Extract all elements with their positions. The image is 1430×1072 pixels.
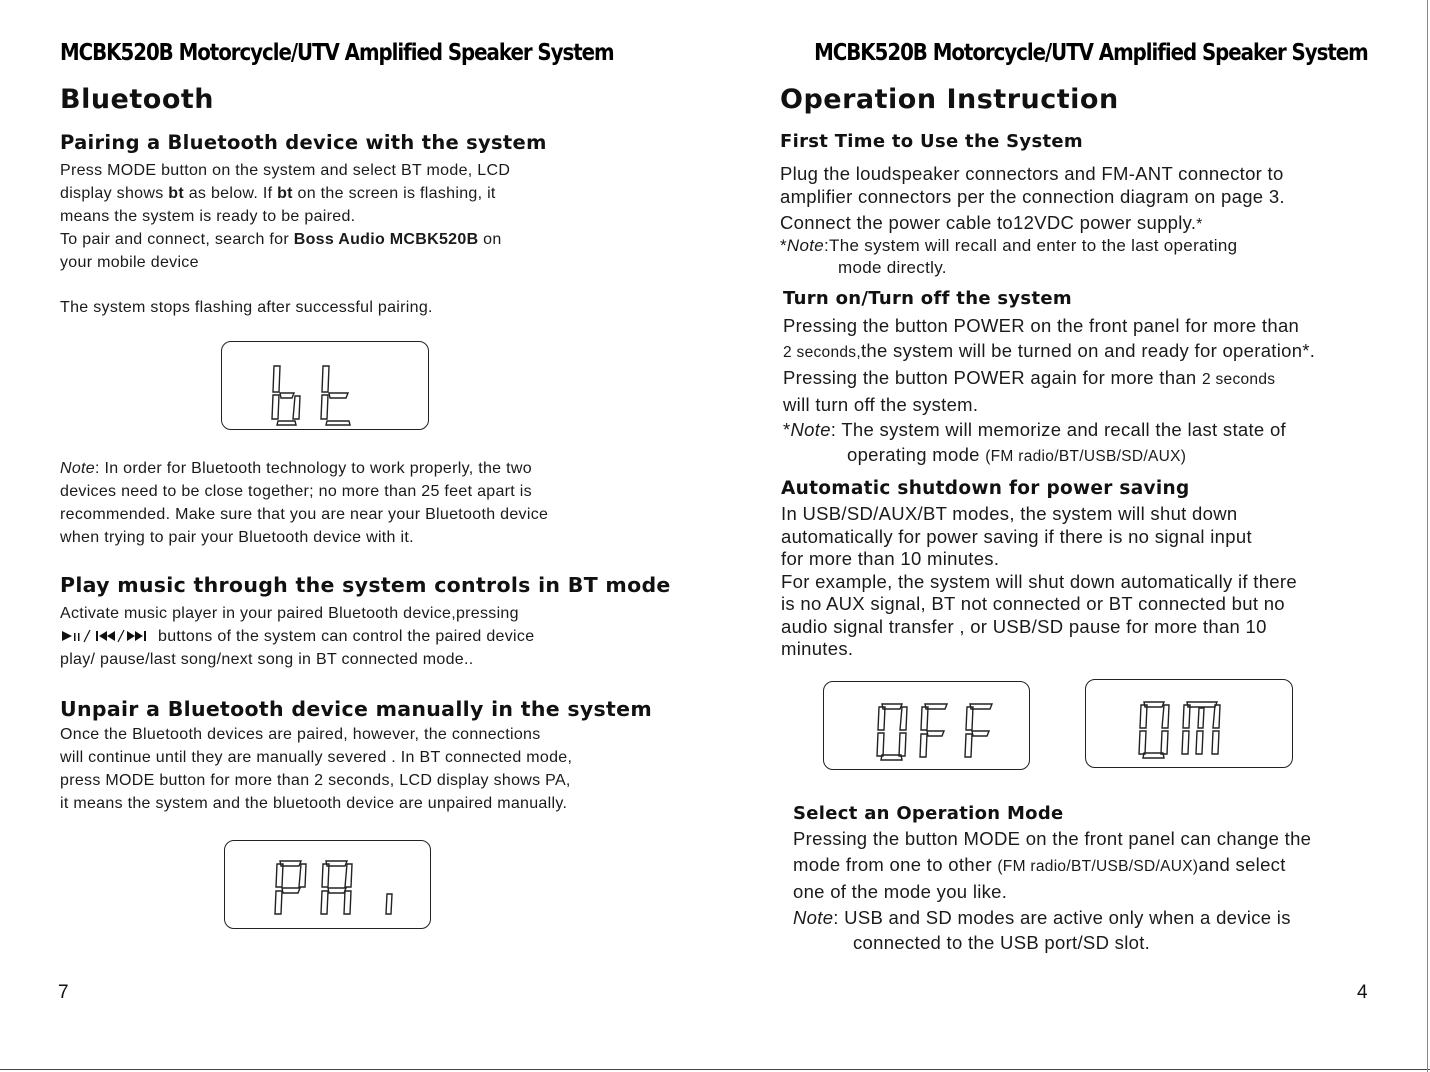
auto-line: audio signal transfer , or USB/SD pause for more than 10 xyxy=(781,615,1267,637)
first-time-power xyxy=(780,211,1203,236)
auto-line: minutes. xyxy=(781,638,854,659)
left-header: MCBK520B Motorcycle/UTV Amplified Speaker System xyxy=(60,40,614,66)
lcd-pa-segments xyxy=(225,841,430,928)
play-line: Activate music player in your paired Bluetooth device,pressing xyxy=(60,605,519,622)
right-edge-rule xyxy=(1427,0,1428,1072)
note-line: *Note: The system will memorize and recall the last state of xyxy=(783,419,1286,440)
mode-title: Select an Operation Mode xyxy=(793,803,1064,824)
right-page xyxy=(715,0,1430,1072)
lcd-off-display xyxy=(823,681,1030,770)
power-title: Turn on/Turn off the system xyxy=(783,288,1072,309)
mode-text xyxy=(793,826,1311,956)
play-line: play/ pause/last song/next song in BT connected mode.. xyxy=(60,651,474,668)
unpair-text xyxy=(60,723,572,815)
pairing-line: display shows bt as below. If bt on the screen is flashing, it xyxy=(60,185,496,202)
auto-line: is no AUX signal, BT not connected or BT connected but no xyxy=(781,593,1285,614)
bottom-rule xyxy=(0,1069,1430,1070)
first-time-note xyxy=(780,235,1237,279)
left-page-number: 7 xyxy=(58,982,69,1003)
note-line: recommended. Make sure that you are near your Bluetooth device xyxy=(60,506,549,523)
pairing-text xyxy=(60,159,510,274)
right-page-number: 4 xyxy=(1357,982,1368,1003)
pairing-line: The system stops flashing after successful pairing. xyxy=(60,299,433,316)
auto-line: For example, the system will shut down automatically if there xyxy=(781,570,1297,592)
first-line: Plug the loudspeaker connectors and FM-ANT connector to xyxy=(780,163,1284,184)
unpair-line: Once the Bluetooth devices are paired, however, the connections xyxy=(60,726,541,743)
note-line: when trying to pair your Bluetooth device with it. xyxy=(60,529,414,546)
power-text xyxy=(783,313,1315,469)
power-line: Pressing the button POWER again for more than 2 seconds xyxy=(783,367,1276,388)
note-line: connected to the USB port/SD slot. xyxy=(853,932,1151,953)
play-text xyxy=(60,602,534,671)
lcd-bt-display xyxy=(221,341,429,430)
unpair-line: press MODE button for more than 2 seconds, LCD display shows PA, xyxy=(60,772,571,789)
operation-title: Operation Instruction xyxy=(780,84,1119,115)
bt-note xyxy=(60,457,548,549)
note-line: Note: In order for Bluetooth technology to work properly, the two xyxy=(60,460,532,477)
pairing-line: To pair and connect, search for Boss Audio MCBK520B on xyxy=(60,231,502,248)
first-line: Connect the power cable to12VDC power supply.* xyxy=(780,212,1203,233)
auto-shutdown-title: Automatic shutdown for power saving xyxy=(781,478,1190,499)
first-time-title: First Time to Use the System xyxy=(780,131,1083,152)
first-time-text xyxy=(780,162,1285,208)
play-line: buttons of the system can control the paired device xyxy=(60,625,534,648)
first-line: amplifier connectors per the connection diagram on page 3. xyxy=(780,186,1285,207)
unpair-title: Unpair a Bluetooth device manually in the system xyxy=(60,697,652,721)
play-title: Play music through the system controls in BT mode xyxy=(60,573,671,597)
right-header: MCBK520B Motorcycle/UTV Amplified Speaker System xyxy=(814,40,1368,66)
note-line: Note: USB and SD modes are active only when a device is xyxy=(793,906,1291,928)
power-line: will turn off the system. xyxy=(783,394,979,415)
unpair-line: will continue until they are manually severed . In BT connected mode, xyxy=(60,749,573,766)
lcd-on-segments xyxy=(1086,680,1292,767)
lcd-pa-display xyxy=(224,840,431,929)
mode-line: one of the mode you like. xyxy=(793,881,1008,902)
lcd-bt-segments xyxy=(222,342,428,429)
unpair-line: it means the system and the bluetooth device are unpaired manually. xyxy=(60,795,568,812)
note-line: *Note:The system will recall and enter to the last operating xyxy=(780,236,1238,255)
pairing-title: Pairing a Bluetooth device with the system xyxy=(60,131,547,154)
pairing-after xyxy=(60,296,433,319)
pairing-line: means the system is ready to be paired. xyxy=(60,208,356,225)
auto-shutdown-text xyxy=(781,503,1297,661)
play-pause-prev-next-icon xyxy=(60,629,152,643)
mode-line: mode from one to other (FM radio/BT/USB/SD/AUX)and select xyxy=(793,853,1286,875)
note-line: mode directly. xyxy=(838,258,947,277)
auto-line: In USB/SD/AUX/BT modes, the system will shut down xyxy=(781,503,1238,524)
lcd-on-display xyxy=(1085,679,1293,768)
power-line: 2 seconds,the system will be turned on and ready for operation*. xyxy=(783,340,1316,361)
bluetooth-title: Bluetooth xyxy=(60,84,215,115)
pairing-line: Press MODE button on the system and select BT mode, LCD xyxy=(60,162,511,179)
power-line: Pressing the button POWER on the front panel for more than xyxy=(783,315,1300,336)
pairing-line: your mobile device xyxy=(60,254,199,271)
auto-line: automatically for power saving if there is no signal input xyxy=(781,525,1252,547)
mode-line: Pressing the button MODE on the front panel can change the xyxy=(793,828,1312,849)
note-line: devices need to be close together; no more than 25 feet apart is xyxy=(60,483,532,500)
auto-line: for more than 10 minutes. xyxy=(781,548,1000,569)
note-line: operating mode (FM radio/BT/USB/SD/AUX) xyxy=(847,444,1187,465)
lcd-off-segments xyxy=(824,682,1029,769)
